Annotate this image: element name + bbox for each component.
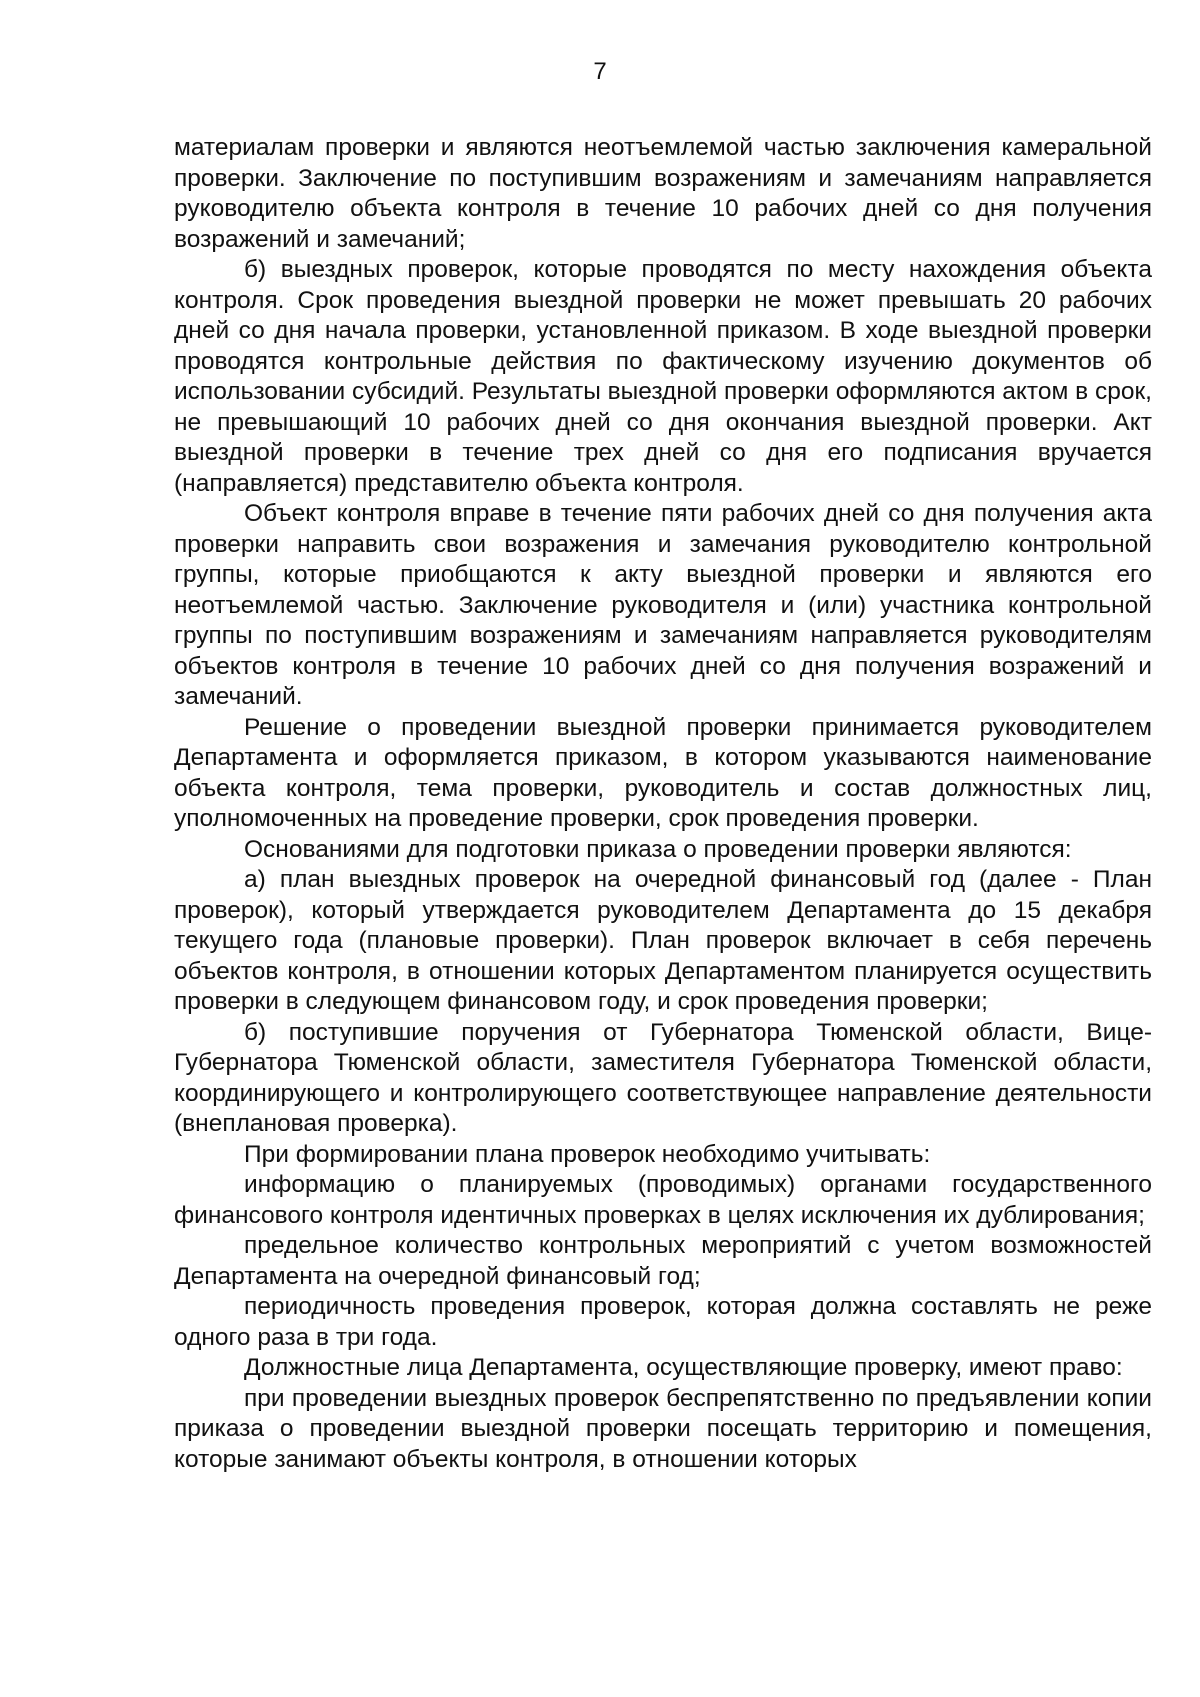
paragraph-grounds-b: б) поступившие поручения от Губернатора Тюменской области, Вице-Губернатора Тюменской области, заместителя Губернатора Тюменской области, координирующего и контролирующего соответствующее направление деятельности (внеплановая проверка). xyxy=(174,1018,1152,1137)
document-body xyxy=(174,133,1152,1475)
page-number: 7 xyxy=(593,58,607,85)
paragraph-plan-limit: предельное количество контрольных мероприятий с учетом возможностей Департамента на очередной финансовый год; xyxy=(174,1232,1152,1290)
paragraph-grounds-a: а) план выездных проверок на очередной финансовый год (далее - План проверок), который утверждается руководителем Департамента до 15 декабря текущего года (плановые проверки). План проверок включает в себя перечень объектов контроля, в отношении которых Департаментом планируется осуществить проверки в следующем финансовом году, и срок проведения проверки; xyxy=(174,866,1152,1015)
paragraph-plan-frequency: периодичность проведения проверок, которая должна составлять не реже одного раза в три года. xyxy=(174,1293,1152,1351)
paragraph-field-inspections: б) выездных проверок, которые проводятся по месту нахождения объекта контроля. Срок проведения выездной проверки не может превышать 20 рабочих дней со дня начала проверки, установленной приказом. В ходе выездной проверки проводятся контрольные действия по фактическому изучению документов об использовании субсидий. Результаты выездной проверки оформляются актом в срок, не превышающий 10 рабочих дней со дня окончания выездной проверки. Акт выездной проверки в течение трех дней со дня его подписания вручается (направляется) представителю объекта контроля. xyxy=(174,256,1152,497)
paragraph-continuation: материалам проверки и являются неотъемлемой частью заключения камеральной проверки. Заключение по поступившим возражениям и замечаниям направляется руководителю объекта контроля в течение 10 рабочих дней со дня получения возражений и замечаний; xyxy=(174,134,1152,253)
paragraph-grounds-heading: Основаниями для подготовки приказа о проведении проверки являются: xyxy=(244,835,1072,863)
paragraph-officials-rights: Должностные лица Департамента, осуществляющие проверку, имеют право: xyxy=(244,1354,1123,1381)
paragraph-objections: Объект контроля вправе в течение пяти рабочих дней со дня получения акта проверки направить свои возражения и замечания руководителю контрольной группы, которые приобщаются к акту выездной проверки и являются его неотъемлемой частью. Заключение руководителя и (или) участника контрольной группы по поступившим возражениям и замечаниям направляется руководителям объектов контроля в течение 10 рабочих дней со дня получения возражений и замечаний. xyxy=(174,500,1152,710)
paragraph-plan-considerations: При формировании плана проверок необходимо учитывать: xyxy=(244,1140,931,1168)
paragraph-inspection-decision: Решение о проведении выездной проверки принимается руководителем Департамента и оформляется приказом, в котором указываются наименование объекта контроля, тема проверки, руководитель и состав должностных лиц, уполномоченных на проведение проверки, срок проведения проверки. xyxy=(174,713,1152,832)
paragraph-plan-information: информацию о планируемых (проводимых) органами государственного финансового контроля идентичных проверках в целях исключения их дублирования; xyxy=(174,1171,1152,1229)
paragraph-rights-access: при проведении выездных проверок беспрепятственно по предъявлении копии приказа о проведении выездной проверки посещать территорию и помещения, которые занимают объекты контроля, в отношении которых xyxy=(174,1384,1152,1473)
